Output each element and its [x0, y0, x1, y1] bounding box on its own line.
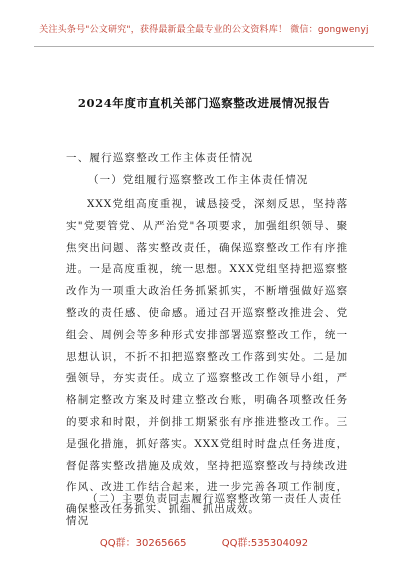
- subsection-heading-2: （二）主要负责同志履行巡察整改第一责任人责任情况: [66, 493, 343, 527]
- footer-qq-group-2: QQ群:535304092: [221, 538, 309, 549]
- header-divider: [34, 46, 374, 47]
- footer-qq-group-1: QQ群：30265665: [99, 538, 187, 549]
- paragraph: XXX党组高度重视，诚恳接受，深刻反思，坚持落实"党要管党、从严治党"各项要求，加强组织领导、聚焦突出问题、落实整改责任，确保巡察整改工作有序推进。一是高度重视，统一思想。XXX党组坚持把巡察整改作为一项重大政治任务抓紧抓实，不断增强做好巡察整改的责任感、使命感。通过召开巡察整改推进会、党组会、周例会等多种形式安排部署巡察整改工作，统一思想认识，不折不扣把巡察整改工作落到实处。二是加强领导，夯实责任。成立了巡察整改工作领导小组，严格制定整改方案及时建立整改台账，明确各项整改任务的要求和时限，并倒排工期紧张有序推进整改工作。三是强化措施，抓好落实。XXX党组时时盘点任务进度，督促落实整改措施及成效，坚持把巡察整改与持续改进作风、改进工作结合起来，进一步完善各项工作制度，确保整改任务抓实、抓细、抓出成效。: [66, 198, 348, 516]
- document-title: 2024年度市直机关部门巡察整改进展情况报告: [77, 96, 331, 110]
- section-heading-1: 一、履行巡察整改工作主体责任情况: [66, 152, 254, 164]
- header-banner: 关注头条号"公文研究"，获得最新最全最专业的公文资料库！ 微信：gongwenyj: [39, 25, 369, 35]
- subsection-heading-1: （一）党组履行巡察整改工作主体责任情况: [88, 174, 309, 186]
- footer-contacts: [0, 534, 408, 549]
- body-text: [66, 194, 348, 521]
